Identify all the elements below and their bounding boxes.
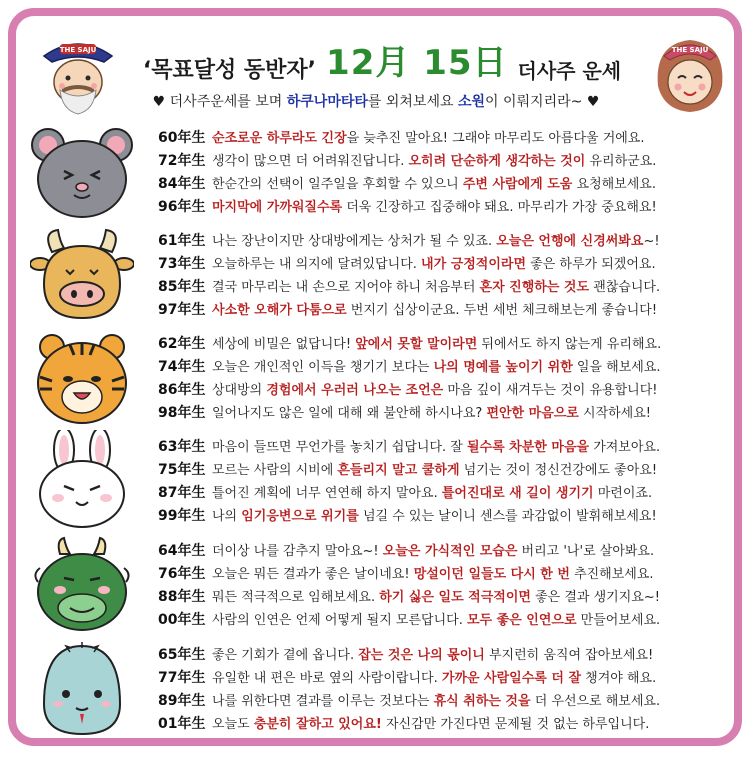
fortune-highlight: 오늘은 언행에 신경써봐요 <box>496 234 644 249</box>
rabbit-icon <box>30 430 134 530</box>
fortune-highlight: 마지막에 가까워질수록 <box>212 200 343 215</box>
heart-icon: ♥ <box>586 94 600 110</box>
fortune-text-part: 더이상 나를 감추지 말아요~! <box>212 544 383 559</box>
title-date: 12月 15日 <box>326 43 508 83</box>
fortune-text-part: 틀어진 계획에 너무 연연해 하지 말아요. <box>212 486 442 501</box>
birth-year-label: 77年生 <box>158 669 206 686</box>
fortune-text-part: 추진해보세요. <box>569 567 654 582</box>
fortune-text-part: 괜찮습니다. <box>589 280 661 295</box>
fortune-text <box>212 667 730 686</box>
fortune-text-part: 일을 해보세요. <box>572 360 661 375</box>
fortune-text-part: 오늘은 뭐든 결과가 좋은 날이네요! <box>212 567 414 582</box>
fortune-highlight: 망설이던 일들도 다시 한 번 <box>413 567 570 582</box>
fortune-text-part: 마음 깊이 새겨두는 것이 유용합니다! <box>443 383 658 398</box>
fortune-text-part: 부지런히 움직여 잡아보세요! <box>484 648 654 663</box>
rat-icon <box>30 121 134 221</box>
fortune-text <box>212 230 730 249</box>
snake-icon <box>30 638 134 738</box>
fortune-text-part: 넘기는 것이 정신건강에도 좋아요! <box>459 463 658 478</box>
slogan-highlight-wish: 소원 <box>457 94 486 110</box>
fortune-text <box>212 276 730 295</box>
fortune-text-part: 좋은 결과 생기지요~! <box>530 590 660 605</box>
fortune-row <box>158 251 730 274</box>
slogan-highlight-hakuna: 하쿠나마타타 <box>286 94 368 110</box>
fortune-highlight: 임기응변으로 위기를 <box>241 509 359 524</box>
fortune-row <box>158 297 730 320</box>
fortune-rows <box>158 642 730 734</box>
fortune-row <box>158 607 730 630</box>
fortune-text-part: 더욱 긴장하고 집중해야 돼요. 마무리가 가장 중요해요! <box>342 200 657 215</box>
fortune-text-part: 버리고 '나'로 살아봐요. <box>517 544 655 559</box>
birth-year-label: 75年生 <box>158 461 206 478</box>
fortune-text <box>212 609 730 628</box>
fortune-row <box>158 331 730 354</box>
fortune-text-part: 마음이 들뜨면 무언가를 놓치기 쉽답니다. 잘 <box>212 440 467 455</box>
fortune-highlight: 흔들리지 말고 쿨하게 <box>337 463 460 478</box>
fortune-text-part: 마련이죠. <box>593 486 653 501</box>
fortune-highlight: 모두 좋은 인연으로 <box>466 613 577 628</box>
fortune-text-part: 챙겨야 해요. <box>581 671 657 686</box>
fortune-text <box>212 540 730 559</box>
fortune-row <box>158 457 730 480</box>
birth-year-label: 62年生 <box>158 335 206 352</box>
fortune-text <box>212 333 730 352</box>
avatar-left-text: THE SAJU <box>59 46 97 54</box>
fortune-row <box>158 538 730 561</box>
fortune-text <box>212 644 730 663</box>
fortune-highlight: 오늘은 가식적인 모습은 <box>382 544 518 559</box>
fortune-highlight: 하기 싫은 일도 적극적이면 <box>379 590 531 605</box>
zodiac-group-rabbit <box>16 430 734 530</box>
fortune-highlight: 휴식 취하는 것을 <box>433 694 531 709</box>
fortune-row <box>158 503 730 526</box>
birth-year-label: 65年生 <box>158 646 206 663</box>
fortune-text <box>212 586 730 605</box>
fortune-text-part: 좋은 하루가 되겠어요. <box>526 257 656 272</box>
fortune-text-part: 상대방의 <box>212 383 267 398</box>
zodiac-group-rat <box>16 121 734 221</box>
fortune-text-part: 자신감만 가진다면 문제될 것 없는 하루입니다. <box>381 717 650 732</box>
birth-year-label: 72年生 <box>158 152 206 169</box>
fortune-text <box>212 505 730 524</box>
birth-year-label: 61年生 <box>158 232 206 249</box>
ox-icon <box>30 224 134 324</box>
fortune-text-part: 뒤에서도 하지 않는게 유리해요. <box>477 337 662 352</box>
dragon-icon <box>30 534 134 634</box>
zodiac-group-ox <box>16 224 734 324</box>
fortune-row <box>158 480 730 503</box>
fortune-text-part: 오늘은 개인적인 이득을 챙기기 보다는 <box>212 360 434 375</box>
fortune-text-part: 나의 <box>212 509 242 524</box>
fortune-highlight: 주변 사람에게 도움 <box>462 177 573 192</box>
fortune-text-part: 만들어보세요. <box>576 613 661 628</box>
fortune-row <box>158 434 730 457</box>
page-title <box>102 40 662 84</box>
birth-year-label: 63年生 <box>158 438 206 455</box>
birth-year-label: 89年生 <box>158 692 206 709</box>
fortune-row <box>158 584 730 607</box>
birth-year-label: 01年生 <box>158 715 206 732</box>
fortune-text <box>212 690 730 709</box>
fortune-row <box>158 688 730 711</box>
fortune-row <box>158 377 730 400</box>
fortune-highlight: 순조로운 하루라도 긴장 <box>212 131 347 146</box>
fortune-text <box>212 402 730 421</box>
fortune-row <box>158 194 730 217</box>
fortune-text-part: 좋은 기회가 곁에 옵니다. <box>212 648 359 663</box>
fortune-text-part: 요청해보세요. <box>572 177 656 192</box>
fortune-text <box>212 563 730 582</box>
slogan-post: 이 이뤄지리라~ <box>485 94 583 110</box>
fortune-highlight: 가까운 사람일수록 더 잘 <box>441 671 582 686</box>
fortune-row <box>158 228 730 251</box>
birth-year-label: 97年生 <box>158 301 206 318</box>
birth-year-label: 98年生 <box>158 404 206 421</box>
title-subtitle: 더사주 운세 <box>517 59 622 83</box>
fortune-text-part: 을 늦추진 말아요! 그래야 마무리도 아름다울 거에요. <box>346 131 645 146</box>
title-quote: ‘목표달성 동반자’ <box>142 58 317 83</box>
birth-year-label: 73年生 <box>158 255 206 272</box>
fortune-text-part: 결국 마무리는 내 손으로 지어야 하니 처음부터 <box>212 280 480 295</box>
fortune-text-part: 유일한 내 편은 바로 옆의 사람이랍니다. <box>212 671 442 686</box>
header <box>16 16 734 126</box>
fortune-row <box>158 561 730 584</box>
fortune-row <box>158 711 730 734</box>
fortune-highlight: 잡는 것은 나의 몫이니 <box>358 648 485 663</box>
fortune-text <box>212 379 730 398</box>
fortune-row <box>158 171 730 194</box>
fortune-text-part: 한순간의 선택이 일주일을 후회할 수 있으니 <box>212 177 463 192</box>
fortune-text <box>212 436 730 455</box>
fortune-text-part: 번지기 십상이군요. 두번 세번 체크해보는게 좋습니다! <box>346 303 658 318</box>
fortune-highlight: 혼자 진행하는 것도 <box>479 280 590 295</box>
fortune-row <box>158 400 730 423</box>
fortune-highlight: 될수록 차분한 마음을 <box>466 440 590 455</box>
zodiac-group-tiger <box>16 327 734 427</box>
fortune-text-part: 오늘도 <box>212 717 254 732</box>
fortune-rows <box>158 331 730 423</box>
fortune-row <box>158 354 730 377</box>
zodiac-group-dragon <box>16 534 734 634</box>
fortune-row <box>158 125 730 148</box>
slogan-pre: 더사주운세를 보며 <box>169 94 283 110</box>
fortune-text <box>212 253 730 272</box>
fortune-text-part: 오늘하루는 내 의지에 달려있답니다. <box>212 257 422 272</box>
birth-year-label: 88年生 <box>158 588 206 605</box>
fortune-text <box>212 356 730 375</box>
fortune-highlight: 편안한 마음으로 <box>486 406 579 421</box>
fortune-highlight: 경험에서 우러러 나오는 조언은 <box>266 383 444 398</box>
birth-year-label: 85年生 <box>158 278 206 295</box>
fortune-text-part: 나를 위한다면 결과를 이루는 것보다는 <box>212 694 434 709</box>
fortune-text-part: 일어나지도 않은 일에 대해 왜 불안해 하시나요? <box>212 406 487 421</box>
birth-year-label: 84年生 <box>158 175 206 192</box>
fortune-row <box>158 665 730 688</box>
fortune-text-part: 나는 장난이지만 상대방에게는 상처가 될 수 있죠. <box>212 234 497 249</box>
fortune-text <box>212 127 730 146</box>
fortune-highlight: 충분히 잘하고 있어요! <box>253 717 382 732</box>
fortune-highlight: 오히려 단순하게 생각하는 것이 <box>408 154 586 169</box>
fortune-rows <box>158 228 730 320</box>
tiger-icon <box>30 327 134 427</box>
fortune-text-part: 모르는 사람의 시비에 <box>212 463 338 478</box>
fortune-text-part: 더 우선으로 해보세요. <box>530 694 661 709</box>
birth-year-label: 60年生 <box>158 129 206 146</box>
fortune-text-part: 시작하세요! <box>578 406 652 421</box>
fortune-text <box>212 150 730 169</box>
fortune-text <box>212 713 730 732</box>
slogan <box>136 91 616 111</box>
birth-year-label: 99年生 <box>158 507 206 524</box>
fortune-text-part: 가져보아요. <box>589 440 661 455</box>
birth-year-label: 76年生 <box>158 565 206 582</box>
fortune-text-part: 유리하군요. <box>585 154 657 169</box>
fortune-text <box>212 459 730 478</box>
fortune-card <box>8 8 742 746</box>
zodiac-group-snake <box>16 638 734 738</box>
slogan-mid: 를 외쳐보세요 <box>367 94 454 110</box>
birth-year-label: 86年生 <box>158 381 206 398</box>
birth-year-label: 96年生 <box>158 198 206 215</box>
fortune-text <box>212 173 730 192</box>
fortune-text-part: 세상에 비밀은 없답니다! <box>212 337 356 352</box>
woman-avatar-icon <box>650 30 730 120</box>
fortune-text-part: 사람의 인연은 언제 어떻게 될지 모른답니다. <box>212 613 467 628</box>
fortune-row <box>158 148 730 171</box>
fortune-highlight: 내가 긍정적이라면 <box>421 257 527 272</box>
fortune-text <box>212 299 730 318</box>
birth-year-label: 74年生 <box>158 358 206 375</box>
fortune-text-part: 생각이 많으면 더 어려워진답니다. <box>212 154 409 169</box>
fortune-highlight: 나의 명예를 높이기 위한 <box>433 360 573 375</box>
birth-year-label: 87年生 <box>158 484 206 501</box>
fortune-highlight: 앞에서 못할 말이라면 <box>355 337 478 352</box>
fortune-highlight: 틀어진대로 새 길이 생기기 <box>441 486 594 501</box>
birth-year-label: 64年生 <box>158 542 206 559</box>
fortune-highlight: 사소한 오해가 다툼으로 <box>212 303 347 318</box>
fortune-text-part: 넘길 수 있는 날이니 센스를 과감없이 발휘해보세요! <box>358 509 657 524</box>
avatar-right-text: THE SAJU <box>671 46 709 54</box>
fortune-text <box>212 196 730 215</box>
fortune-text-part: ~! <box>643 234 660 249</box>
fortune-row <box>158 274 730 297</box>
fortune-rows <box>158 434 730 526</box>
fortune-rows <box>158 125 730 217</box>
heart-icon: ♥ <box>152 94 166 110</box>
fortune-text <box>212 482 730 501</box>
fortune-row <box>158 642 730 665</box>
fortune-text-part: 뭐든 적극적으로 임해보세요. <box>212 590 380 605</box>
fortune-rows <box>158 538 730 630</box>
birth-year-label: 00年生 <box>158 611 206 628</box>
